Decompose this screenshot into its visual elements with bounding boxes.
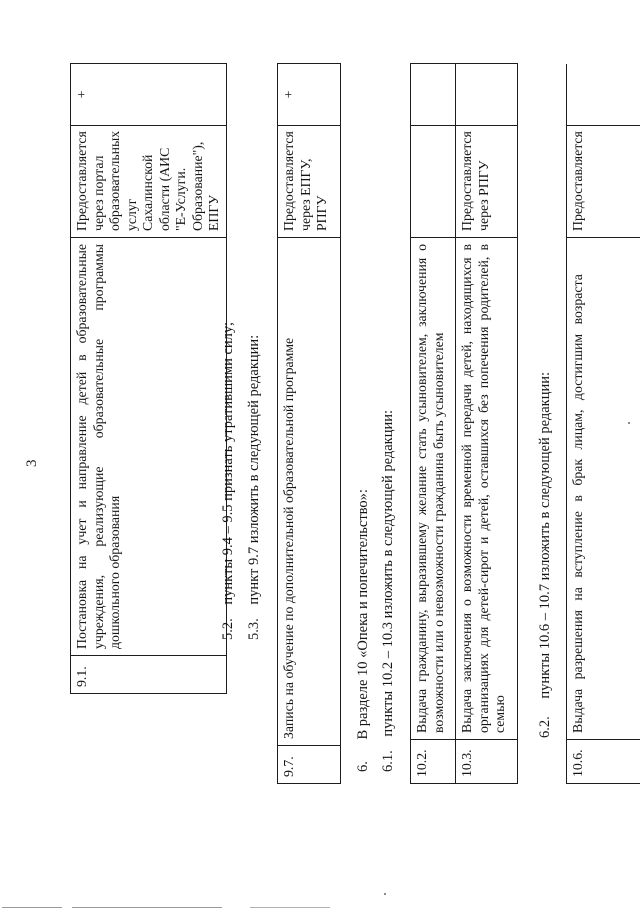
paragraph-number: 5.3. [246,618,262,640]
page-number: 3 [24,459,40,467]
provision-method [411,126,456,238]
paragraph-5-3 [246,335,263,640]
table-item-10-6-clip [560,64,640,790]
service-name: Постановка на учет и направление детей в образовательные учреждения, реализующие образовательные программы дошкольного образования [71,238,227,656]
service-name: Выдача гражданину, выразившему желание стать усыновителем, заключения о возможности или о невозможности гражданина быть усыновителем [411,238,456,740]
table-item-10-6 [566,64,640,784]
item-number: 10.6. [567,740,640,784]
paragraph-6 [355,489,372,772]
item-number: 9.1. [71,656,227,694]
availability-mark [411,64,456,126]
paragraph-number: 6. [355,761,371,772]
item-number: 10.3. [456,740,518,784]
scan-edge-artifact [250,907,330,908]
paragraph-text: пункты 10.2 – 10.3 изложить в следующей редакции: [380,409,396,737]
table-row [456,64,518,784]
provision-method: Предоставляется через ЕПГУ, РПГУ [278,126,341,238]
table-item-9-7 [277,63,341,784]
paragraph-text: пункт 9.7 изложить в следующей редакции: [246,334,262,605]
paragraph-text: пункты 10.6 – 10.7 изложить в следующей редакции: [537,371,553,699]
paragraph-5-2 [220,322,237,640]
table-row [71,64,227,694]
availability-mark: + [278,64,341,126]
paragraph-number: 5.2. [220,618,236,640]
paragraph-number: 6.2. [537,716,553,738]
scan-speck [628,422,630,424]
scan-edge-artifact [72,907,222,908]
paragraph-number: 6.1. [380,750,396,772]
paragraph-6-2 [537,372,554,738]
provision-method: Предоставляется через РПГУ [456,126,518,238]
table-items-10-2-10-3 [410,63,518,784]
service-name: Выдача разрешения на вступление в брак лицам, достигшим возраста [567,238,640,740]
service-name: Запись на обучение по дополнительной образовательной программе [278,238,341,746]
paragraph-6-1 [380,410,397,772]
scan-edge-artifact [2,907,62,908]
scan-speck [384,893,386,895]
item-number: 9.7. [278,746,341,784]
provision-method: Предоставляется [567,126,640,238]
table-item-9-1 [70,63,227,694]
item-number: 10.2. [411,740,456,784]
provision-method: Предоставляется через портал образовательных услуг Сахалинской области (АИС "Е-Услуги. Образование"), ЕПГУ [71,126,227,238]
availability-mark [456,64,518,126]
paragraph-text: пункты 9.4 – 9.5 признать утратившими силу; [220,322,236,605]
availability-mark [567,64,640,126]
table-row [411,64,456,784]
availability-mark: + [71,64,227,126]
table-row [278,64,341,784]
service-name: Выдача заключения о возможности временной передачи детей, находящихся в организациях для детей-сирот и детей, оставшихся без попечения родителей, в семью [456,238,518,740]
paragraph-text: В разделе 10 «Опека и попечительство»: [355,489,371,740]
